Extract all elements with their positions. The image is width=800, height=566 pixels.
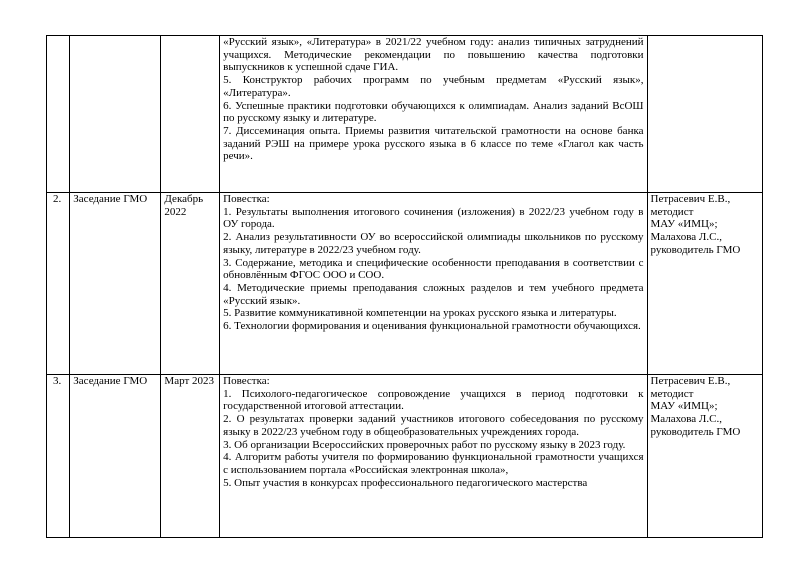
responsible-line: Петрасевич Е.В.,: [650, 375, 731, 387]
agenda-item: 7. Диссеминация опыта. Приемы развития читательской грамотности на основе банка заданий РЭШ на примере урока русского языка в 6 классе по теме «Глагол как часть речи».: [223, 124, 644, 163]
responsible-cell: [647, 375, 762, 538]
agenda-item: 5. Опыт участия в конкурсах профессионального педагогического мастерства: [223, 476, 588, 489]
row-number: [47, 36, 70, 193]
agenda-item: 5. Развитие коммуникативной компетенции на уроках русского языка и литературы.: [223, 307, 617, 320]
responsible-line: МАУ «ИМЦ»;: [650, 218, 718, 231]
responsible-line: Малахова Л.С.,: [650, 413, 722, 426]
event-type: Заседание ГМО: [70, 375, 161, 538]
agenda-item: Повестка:: [223, 375, 270, 387]
row-number: 3.: [47, 375, 70, 538]
agenda-cell: [220, 375, 647, 538]
plan-table: [46, 35, 763, 538]
agenda-item: 5. Конструктор рабочих программ по учебным предметам «Русский язык», «Литература».: [223, 74, 644, 99]
responsible-line: методист: [650, 387, 694, 400]
agenda-item: 1. Психолого-педагогическое сопровождение учащихся в период подготовки к государственной итоговой аттестации.: [223, 387, 644, 413]
responsible-cell: [647, 193, 762, 375]
table-row: [47, 193, 763, 375]
row-number: 2.: [47, 193, 70, 375]
event-type: Заседание ГМО: [70, 193, 161, 375]
responsible-line: методист: [650, 205, 694, 218]
event-date: Декабрь 2022: [161, 193, 220, 375]
agenda-item: 2. О результатах проверки заданий участников итогового собеседования по русскому языку в 2022/23 учебном году в общеобразовательных учреждениях города.: [223, 413, 644, 438]
responsible-cell: [647, 36, 762, 193]
agenda-item: 4. Алгоритм работы учителя по формированию функциональной грамотности учащихся с использованием портала «Российская электронная школа»,: [223, 451, 644, 476]
responsible-line: Петрасевич Е.В.,: [650, 193, 731, 205]
responsible-line: МАУ «ИМЦ»;: [650, 400, 718, 413]
responsible-line: руководитель ГМО: [650, 243, 741, 256]
agenda-item: 4. Методические приемы преподавания сложных разделов и тем учебного предмета «Русский язык».: [223, 281, 644, 307]
agenda-item: «Русский язык», «Литература» в 2021/22 учебном году: анализ типичных затруднений учащихся. Методические рекомендации по повышению качества подготовки выпускников к успешной сдаче ГИА.: [223, 36, 644, 74]
responsible-line: Малахова Л.С.,: [650, 231, 722, 244]
agenda-item: 3. Об организации Всероссийских проверочных работ по русскому языку в 2023 году.: [223, 438, 626, 451]
agenda-item: 6. Успешные практики подготовки обучающихся к олимпиадам. Анализ заданий ВсОШ по русскому языку и литературе.: [223, 99, 644, 125]
plan-table-body: [47, 36, 763, 538]
responsible-line: руководитель ГМО: [650, 425, 741, 438]
agenda-item: 3. Содержание, методика и специфические особенности преподавания в соответствии с обновлённым ФГОС ООО и СОО.: [223, 256, 644, 282]
agenda-item: 2. Анализ результативности ОУ во всероссийской олимпиады школьников по русскому языку, литературе в 2022/23 учебном году.: [223, 231, 644, 256]
agenda-item: 6. Технологии формирования и оценивания функциональной грамотности обучающихся.: [223, 320, 641, 333]
event-date: [161, 36, 220, 193]
agenda-item: 1. Результаты выполнения итогового сочинения (изложения) в 2022/23 учебном году в ОУ города.: [223, 205, 644, 231]
table-row: [47, 36, 763, 193]
agenda-cell: [220, 193, 647, 375]
event-type: [70, 36, 161, 193]
event-date: Март 2023: [161, 375, 220, 538]
table-row: [47, 375, 763, 538]
agenda-item: Повестка:: [223, 193, 270, 205]
agenda-cell: [220, 36, 647, 193]
